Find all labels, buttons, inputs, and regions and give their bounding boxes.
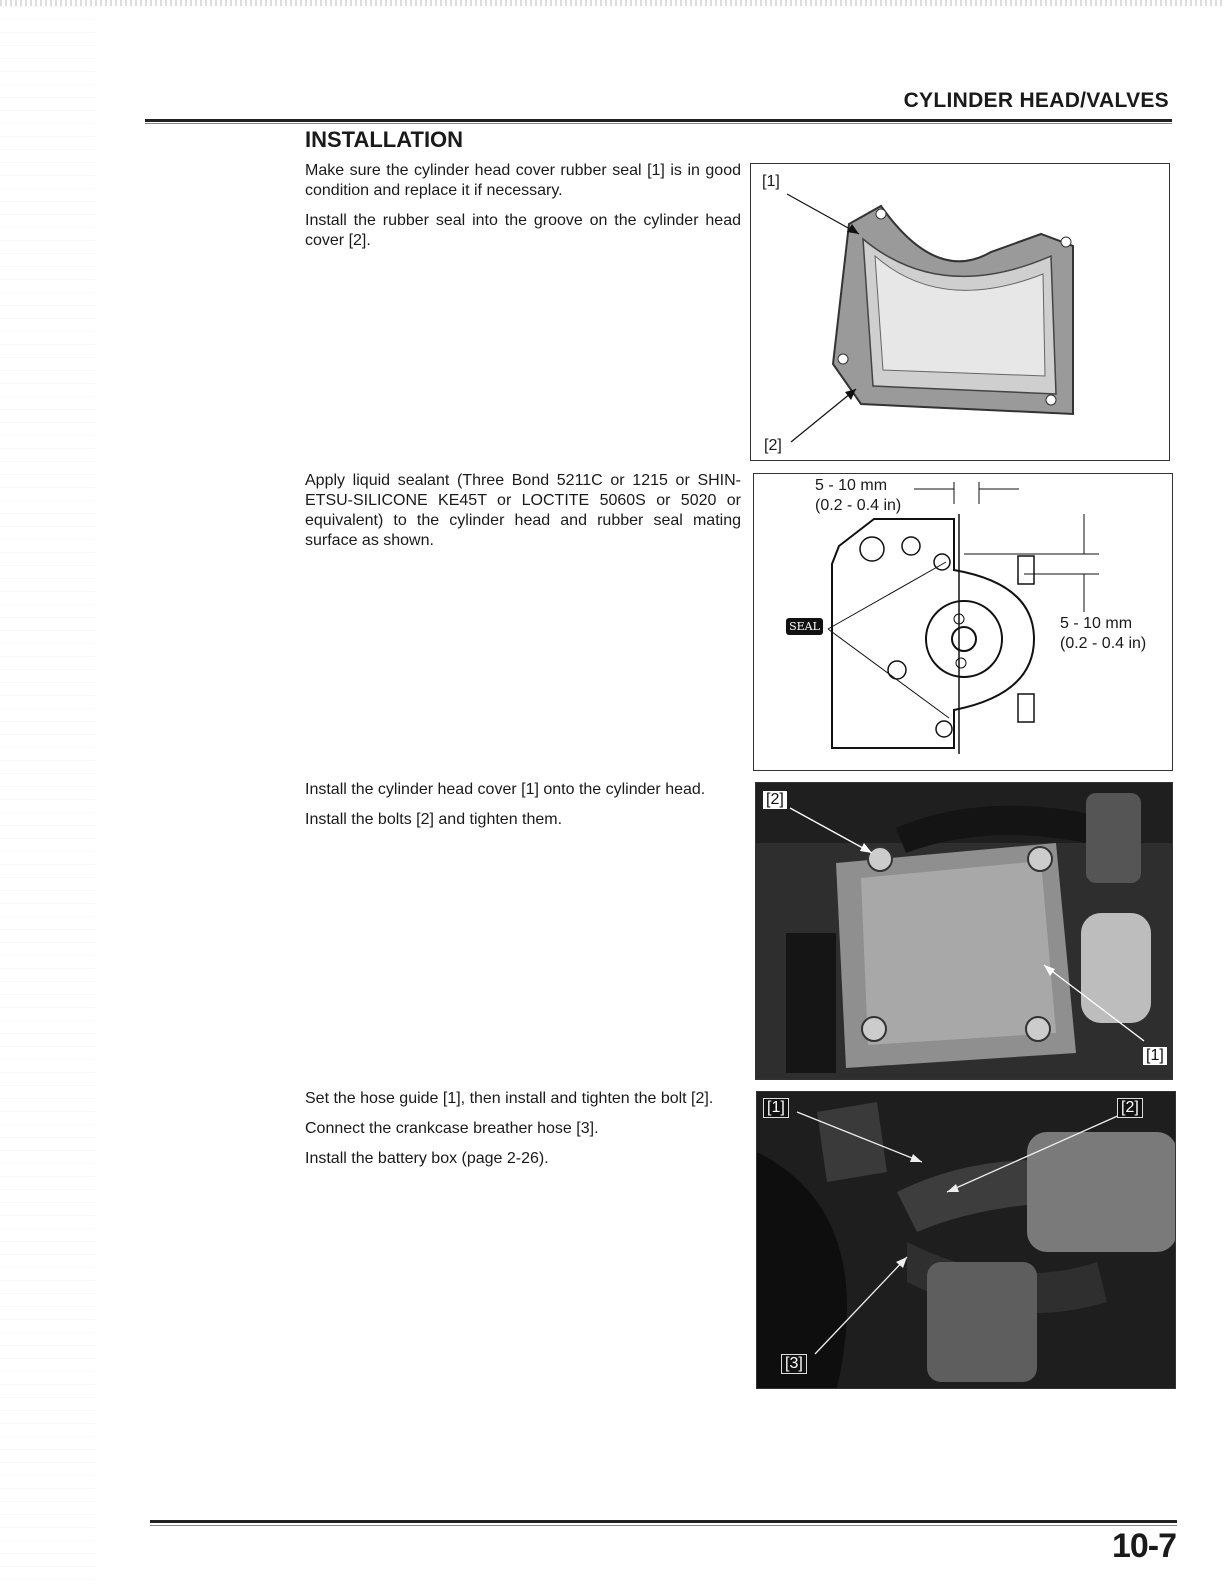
installation-heading: INSTALLATION xyxy=(305,127,464,152)
callout-1: [1] xyxy=(762,173,780,190)
step-3-text xyxy=(305,780,741,840)
step-3-paragraph-1: Install the cylinder head cover [1] onto the cylinder head. xyxy=(305,781,706,798)
scan-top-edge xyxy=(0,0,1224,6)
callout-3: [3] xyxy=(781,1354,807,1374)
dimension-top-in: (0.2 - 0.4 in) xyxy=(815,497,902,514)
scan-edge-noise xyxy=(0,0,95,1584)
step-4-paragraph-2: Connect the crankcase breather hose [3]. xyxy=(305,1120,599,1137)
step-3-paragraph-2: Install the bolts [2] and tighten them. xyxy=(305,811,563,828)
section-title: CYLINDER HEAD/VALVES xyxy=(903,89,1169,112)
callout-2: [2] xyxy=(764,437,782,454)
page-number: 10-7 xyxy=(1111,1527,1176,1565)
header-rule xyxy=(145,119,1172,122)
step-2-text xyxy=(305,471,741,561)
step-4-paragraph-1: Set the hose guide [1], then install and tighten the bolt [2]. xyxy=(305,1090,714,1107)
figure-hose-guide-photo xyxy=(756,1091,1176,1389)
step-4-paragraph-3: Install the battery box (page 2-26). xyxy=(305,1150,549,1167)
figure-cover-install-photo xyxy=(755,782,1173,1080)
engine-photo-hose xyxy=(757,1092,1175,1388)
engine-photo-cover xyxy=(756,783,1172,1079)
callout-2: [2] xyxy=(763,791,787,809)
step-1-paragraph-2: Install the rubber seal into the groove on the cylinder head cover [2]. xyxy=(305,212,741,249)
dimension-side-mm: 5 - 10 mm xyxy=(1060,615,1133,632)
footer-rule xyxy=(150,1520,1177,1523)
footer-rule-thin xyxy=(150,1525,1177,1526)
dimension-side xyxy=(1060,614,1146,654)
callout-2: [2] xyxy=(1117,1098,1143,1118)
seal-symbol-icon: SEAL xyxy=(786,618,823,635)
callout-1: [1] xyxy=(1143,1047,1167,1065)
dimension-top xyxy=(815,476,901,516)
header-rule-thin xyxy=(145,123,1172,124)
figure-head-cover-seal xyxy=(750,163,1170,461)
step-4-text xyxy=(305,1089,741,1179)
dimension-top-mm: 5 - 10 mm xyxy=(815,477,888,494)
dimension-side-in: (0.2 - 0.4 in) xyxy=(1060,635,1147,652)
step-2-paragraph-1: Apply liquid sealant (Three Bond 5211C or 1215 or SHIN-ETSU-SILICONE KE45T or LOCTITE 5060S or 5020 or equivalent) to the cylinder head and rubber seal mating surface as shown. xyxy=(305,472,741,549)
callout-1: [1] xyxy=(763,1098,789,1118)
head-cover-illustration xyxy=(751,164,1169,460)
step-1-text xyxy=(305,161,741,261)
step-1-paragraph-1: Make sure the cylinder head cover rubber seal [1] is in good condition and replace it if necessary. xyxy=(305,162,741,199)
